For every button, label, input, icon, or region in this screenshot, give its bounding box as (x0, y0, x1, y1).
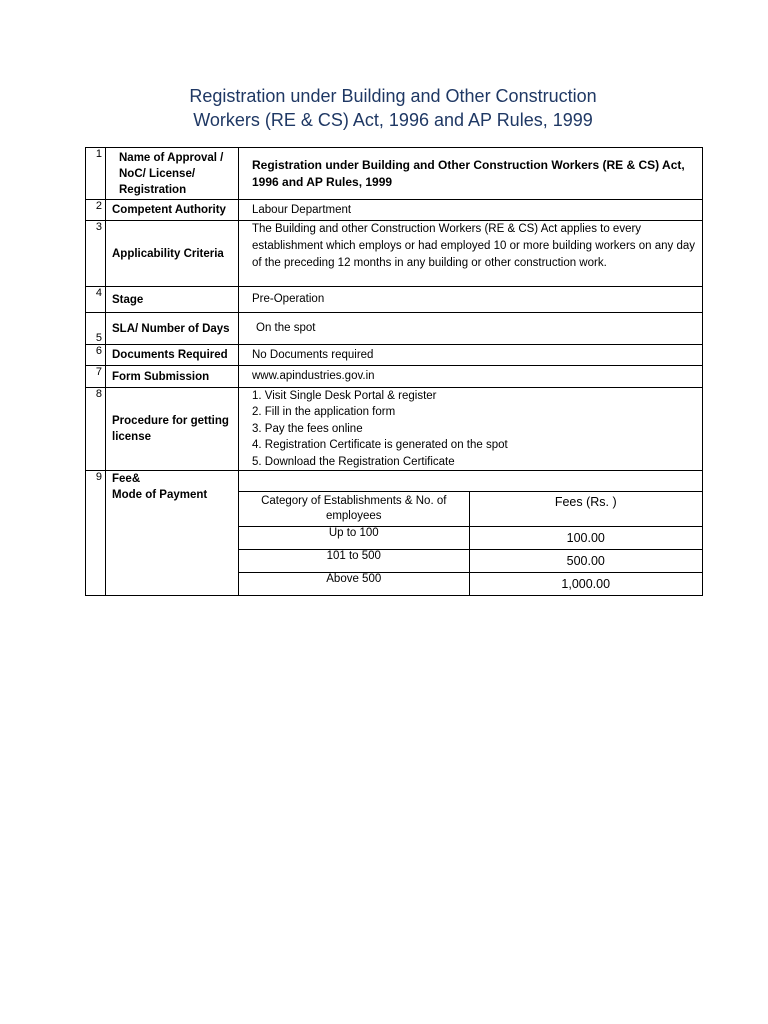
fee-table-row (239, 573, 702, 596)
row-number: 6 (86, 345, 106, 366)
category-cell: 101 to 500 (239, 550, 469, 573)
row-value: Labour Department (239, 200, 703, 221)
table-row (86, 200, 703, 221)
category-cell: Up to 100 (239, 527, 469, 550)
table-row (86, 388, 703, 471)
fee-cell: 1,000.00 (469, 573, 702, 596)
row-label: Form Submission (106, 366, 239, 388)
payment-mode-label: Mode of Payment (112, 489, 208, 502)
fee-label: Fee& (112, 473, 141, 486)
table-row (86, 148, 703, 200)
row-number: 1 (86, 148, 106, 200)
row-value: On the spot (239, 313, 703, 345)
row-value: www.apindustries.gov.in (239, 366, 703, 388)
table-row (86, 313, 703, 345)
row-number: 7 (86, 366, 106, 388)
row-number: 3 (86, 221, 106, 287)
fee-cell (239, 471, 703, 596)
row-label: SLA/ Number of Days (106, 313, 239, 345)
row-number: 2 (86, 200, 106, 221)
row-number: 9 (86, 471, 106, 596)
row-label (106, 471, 239, 596)
row-label: Competent Authority (106, 200, 239, 221)
title-line-1: Registration under Building and Other Construction (189, 86, 597, 106)
category-header: Category of Establishments & No. of employees (239, 492, 469, 527)
row-label: Documents Required (106, 345, 239, 366)
fee-cell: 500.00 (469, 550, 702, 573)
fee-table-row (239, 550, 702, 573)
fee-table (239, 492, 702, 595)
procedure-step: 5. Download the Registration Certificate (252, 455, 455, 468)
procedure-step: 1. Visit Single Desk Portal & register (252, 390, 437, 402)
row-number: 4 (86, 287, 106, 313)
table-row (86, 221, 703, 287)
title-line-2: Workers (RE & CS) Act, 1996 and AP Rules, 1999 (193, 110, 593, 130)
procedure-step: 2. Fill in the application form (252, 406, 396, 419)
row-value: Pre-Operation (239, 287, 703, 313)
fee-table-row (239, 527, 702, 550)
approval-details-table (85, 147, 703, 596)
document-title (0, 84, 768, 132)
row-label: Applicability Criteria (106, 221, 239, 287)
category-cell: Above 500 (239, 573, 469, 596)
row-value: The Building and other Construction Workers (RE & CS) Act applies to every establishment which employs or had employed 10 or more building workers on any day of the preceding 12 months in any building or other construction work. (239, 221, 703, 287)
row-value: No Documents required (239, 345, 703, 366)
procedure-step: 3. Pay the fees online (252, 422, 363, 435)
row-label: Stage (106, 287, 239, 313)
row-label: Procedure for getting license (106, 388, 239, 471)
table-row (86, 471, 703, 596)
row-number: 8 (86, 388, 106, 471)
procedure-step: 4. Registration Certificate is generated on the spot (252, 439, 508, 452)
procedure-steps (239, 388, 703, 471)
fee-cell: 100.00 (469, 527, 702, 550)
row-value: Registration under Building and Other Construction Workers (RE & CS) Act, 1996 and AP Rules, 1999 (239, 148, 703, 200)
fee-table-header (239, 492, 702, 527)
table-row (86, 345, 703, 366)
table-row (86, 287, 703, 313)
row-number: 5 (86, 313, 106, 345)
fees-header: Fees (Rs. ) (469, 492, 702, 527)
table-row (86, 366, 703, 388)
row-label: Name of Approval / NoC/ License/ Registration (106, 148, 239, 200)
